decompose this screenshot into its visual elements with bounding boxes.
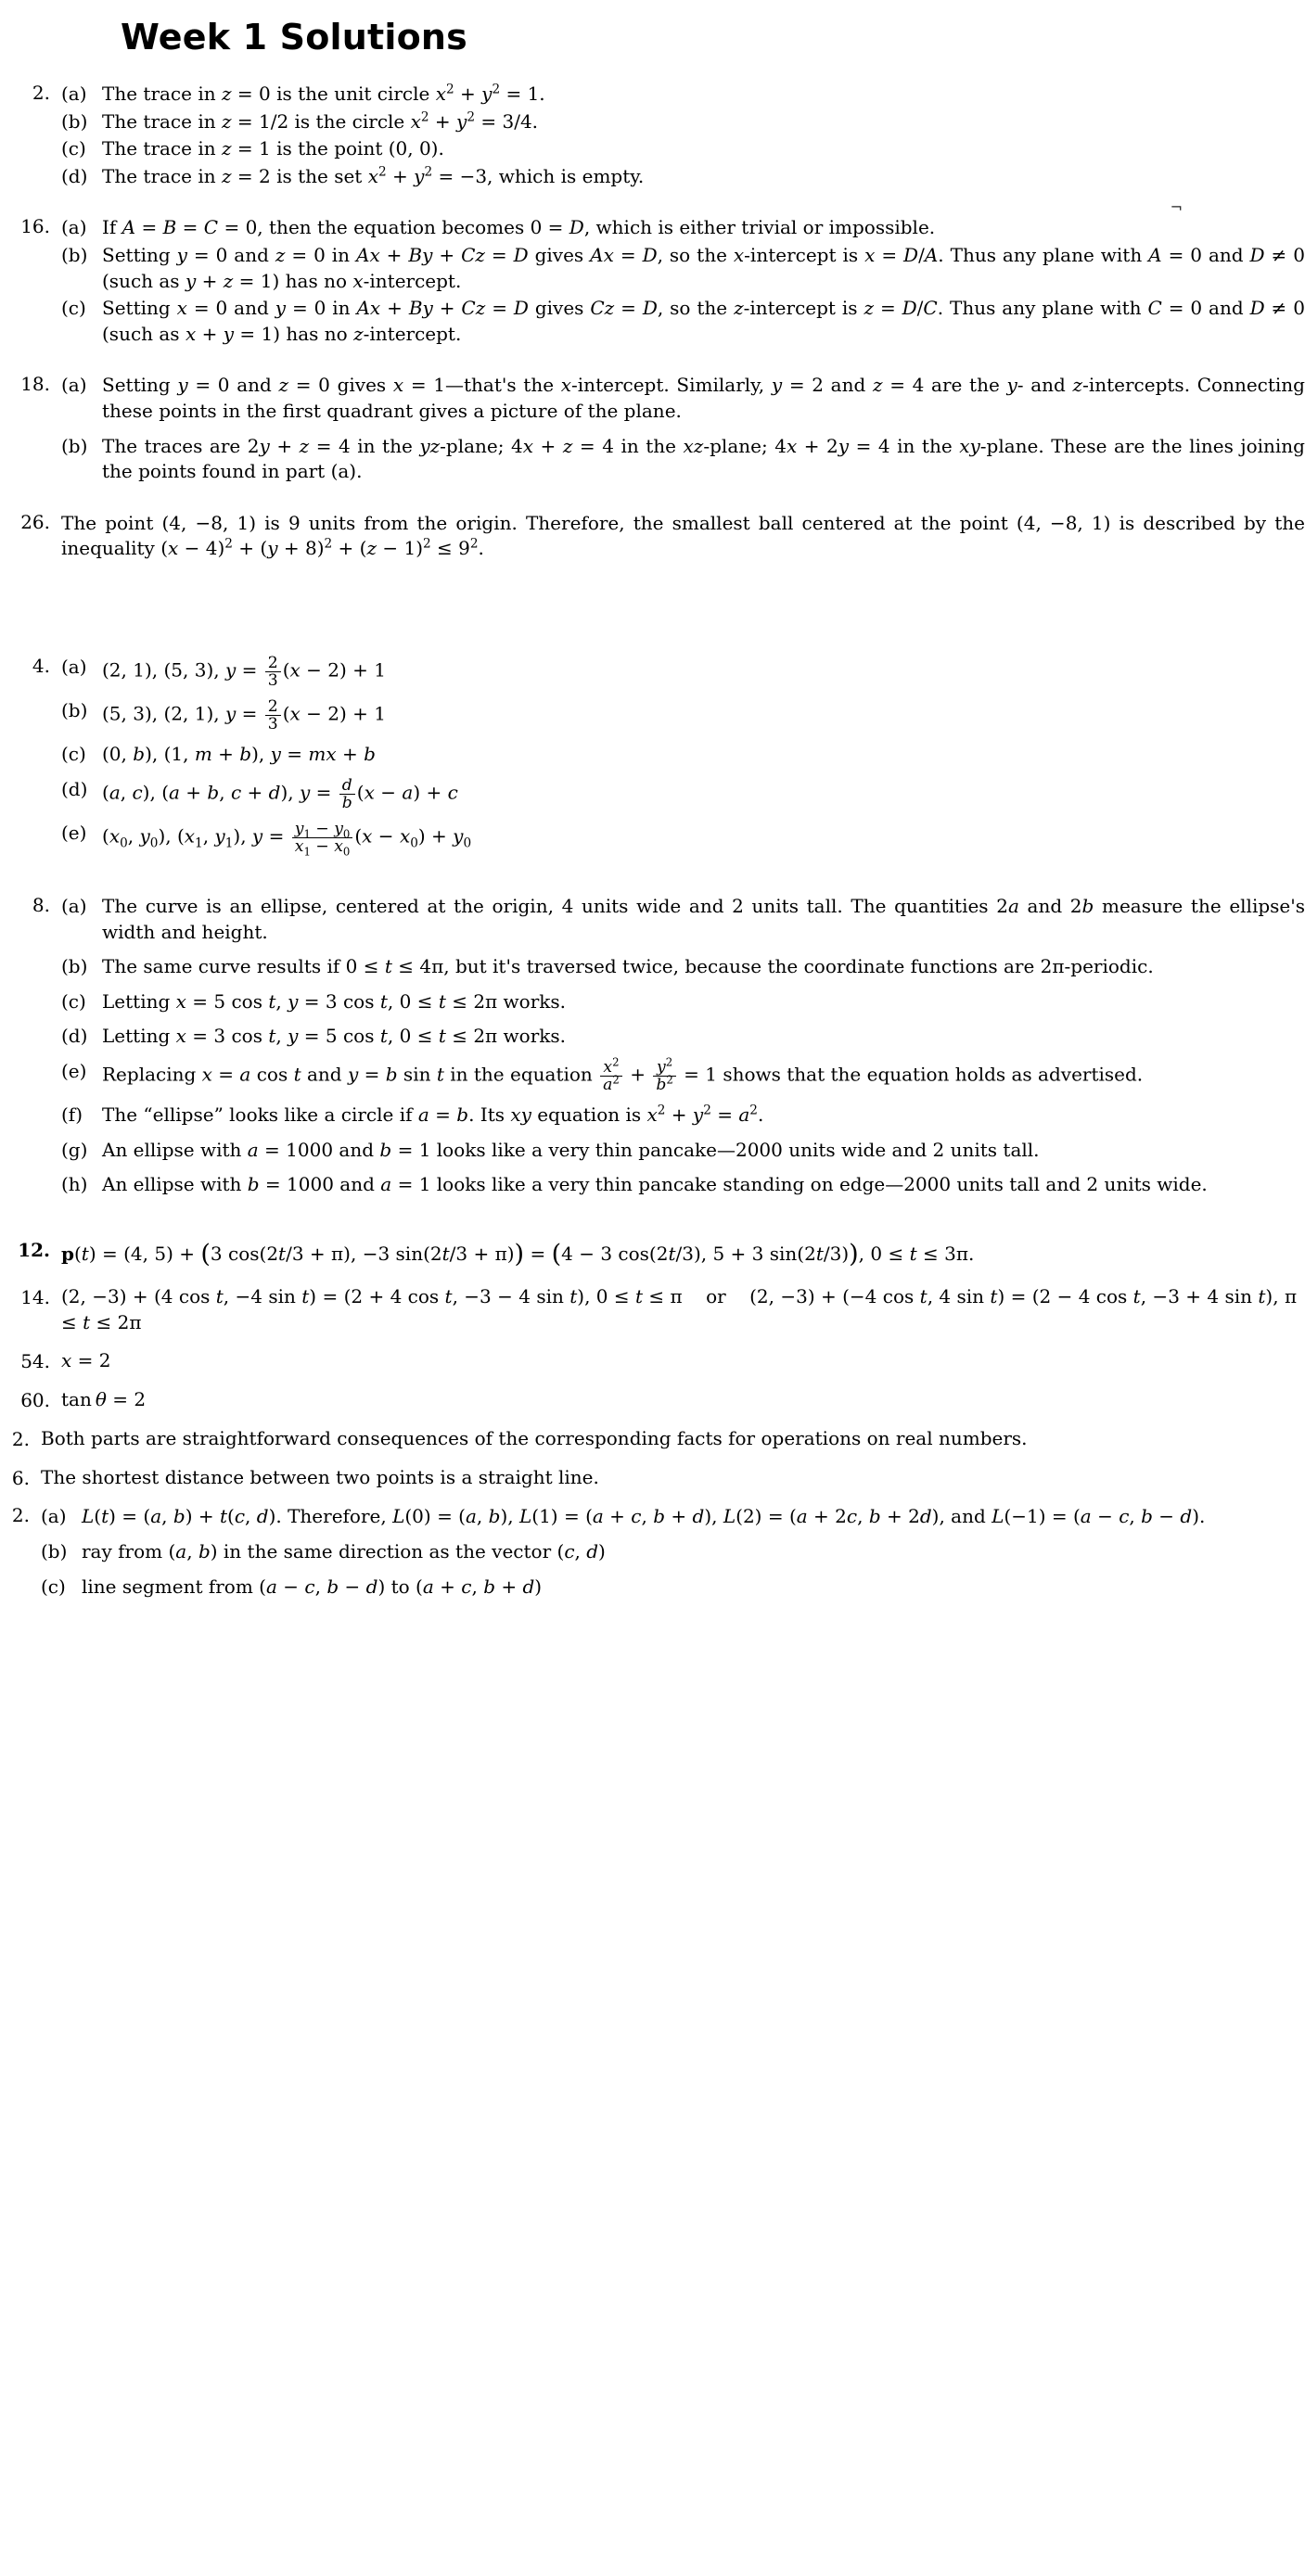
problem-12-parametrization [0,1237,1305,1271]
part-label: (a) [61,655,87,678]
problem-8-ellipse [0,894,1305,1200]
problem-part [61,1103,1305,1129]
part-label: (e) [61,821,87,844]
problem-54 [0,1348,1305,1374]
problem-part [61,894,1305,945]
part-label: (c) [61,137,86,160]
part-label: (b) [61,243,88,266]
problem-text: (2, −3) + (4 cos t, −4 sin t) = (2 + 4 cos t, −3 − 4 sin t), 0 ≤ t ≤ π or (2, −3) + (−4 cos t, 4 sin t) = (2 − 4 cos t, −3 + 4 sin t), π ≤ t ≤ 2π [61,1285,1298,1333]
part-text: Setting x = 0 and y = 0 in Ax + By + Cz = D gives Cz = D, so the z-intercept is z = D/C. Thus any plane with C = 0 and D ≠ 0 (such as x + y = 1) has no z-intercept. [102,297,1305,345]
part-label: (c) [61,989,86,1013]
problem-number: 14. [20,1286,50,1309]
part-label: (b) [61,699,88,722]
part-label: (d) [61,1025,88,1048]
part-text: The “ellipse” looks like a circle if a = b. Its xy equation is $x^2 + y^2 = a^2$. [102,1103,764,1127]
part-label: (d) [61,164,88,187]
part-text: The trace in z = 1/2 is the circle $x^2 + y^2 = 3/4$. [102,108,539,133]
problem-number: 54. [20,1350,50,1373]
problem-part [61,819,1305,859]
part-label: (b) [61,955,88,978]
problem-part [61,989,1305,1015]
part-label: (a) [61,83,87,105]
problem-part [61,1172,1305,1198]
part-label: (e) [61,1059,87,1082]
part-text: ray from (a, b) in the same direction as the vector (c, d) [82,1539,606,1562]
problem-part [61,1138,1305,1164]
problem-part [41,1539,1305,1565]
part-text: (2, 1), (5, 3), y = $\frac{2}{3}$ (x − 2) + 1 [102,653,386,690]
problem-number: 2. [11,1428,30,1451]
problem-number: 2. [32,82,50,104]
problem-number: 2. [11,1504,30,1527]
part-text: line segment from (a − c, b − d) to (a + c, b + d) [82,1575,543,1598]
document-page [0,17,1305,2576]
problem-part [41,1504,1305,1530]
problem-part [61,434,1305,485]
part-label: (c) [61,743,86,766]
problem-part [61,1055,1305,1095]
problem-2-line-function [0,1504,1305,1601]
part-text: An ellipse with a = 1000 and b = 1 looks like a very thin pancake—2000 units wide and 2 units tall. [102,1138,1040,1161]
problem-text: x = 2 [61,1349,111,1372]
problem-part [61,655,1305,689]
problem-part [61,777,1305,811]
part-label: (a) [61,374,87,397]
problem-part [61,742,1305,768]
problem-2-vector-ops [0,1426,1305,1452]
problem-18-intercepts [0,373,1305,486]
part-text: The trace in z = 0 is the unit circle $x^2 + y^2 = 1$. [102,82,545,105]
problem-number: 18. [20,373,50,396]
part-text: If A = B = C = 0, then the equation becomes 0 = D, which is either trivial or impossible. [102,216,936,239]
problem-part [61,954,1305,980]
part-text: The trace in z = 1 is the point (0, 0). [102,137,444,160]
problem-number: 12. [18,1238,50,1261]
part-label: (a) [61,895,87,917]
problem-part [61,373,1305,424]
problem-60 [0,1387,1305,1413]
problem-text: The point (4, −8, 1) is 9 units from the origin. Therefore, the smallest ball centered at the point (4, −8, 1) is described by the inequality $(x - 4)^2 + (y + 8)^2 + (z - 1)^2 \le 9^2$. [61,511,1305,560]
part-text: The curve is an ellipse, centered at the origin, 4 units wide and 2 units tall. The quantities 2a and 2b measure the ellipse's width and height. [102,895,1305,943]
part-label: (b) [61,434,88,457]
part-text: (0, b), (1, m + b), y = mx + b [102,743,376,766]
problem-number: 26. [20,510,50,533]
problem-16-planes [0,215,1305,349]
part-text: The traces are 2y + z = 4 in the yz-plane; 4x + z = 4 in the xz-plane; 4x + 2y = 4 in the xy-plane. These are the lines joining the points found in part (a). [102,434,1305,483]
problem-text: The shortest distance between two points is a straight line. [41,1466,599,1489]
problem-number: 4. [32,654,50,677]
part-text: L(t) = (a, b) + t(c, d). Therefore, L(0) = (a, b), L(1) = (a + c, b + d), L(2) = (a + 2c, b + 2d), and L(−1) = (a − c, b − d). [82,1505,1206,1528]
problem-part [61,82,1305,108]
problem-part [61,164,1305,190]
problem-26-ball [0,511,1305,562]
part-text: Letting x = 5 cos t, y = 3 cos t, 0 ≤ t ≤ 2π works. [102,989,567,1013]
part-text: An ellipse with b = 1000 and a = 1 looks like a very thin pancake standing on edge—2000 units tall and 2 units wide. [102,1173,1208,1196]
problem-part [61,136,1305,162]
part-label: (d) [61,777,88,800]
problem-number: 60. [20,1389,50,1412]
problem-number: 8. [32,894,50,916]
part-text: The trace in z = 2 is the set $x^2 + y^2 = -3$, which is empty. [102,164,645,187]
margin-tick-mark: ¬ [1170,198,1183,216]
page-title: Week 1 Solutions [121,17,467,57]
problem-text: p(t) = (4, 5) + (3 cos(2t/3 + π), −3 sin(2t/3 + π)) = (4 − 3 cos(2t/3), 5 + 3 sin(2t/3)), 0 ≤ t ≤ 3π. [61,1239,975,1269]
part-text: Replacing x = a cos t and y = b sin t in the equation $\frac{x^2}{a^2}$ + $\frac{y^2}{b^2}$ = 1 shows that the equation holds as advertised. [102,1055,1144,1095]
part-label: (a) [41,1505,67,1528]
part-label: (f) [61,1103,83,1127]
part-text: Letting x = 3 cos t, y = 5 cos t, 0 ≤ t ≤ 2π works. [102,1025,567,1048]
part-label: (b) [61,109,88,133]
part-label: (a) [61,216,87,239]
part-label: (c) [61,297,86,320]
problem-14-parametrization [0,1284,1305,1335]
problem-4-lines [0,655,1305,857]
problem-number: 6. [11,1467,30,1490]
problem-2-traces [0,82,1305,191]
part-label: (b) [41,1539,68,1562]
problem-text: tan θ = 2 [61,1388,147,1411]
part-label: (c) [41,1575,66,1598]
part-text: (a, c), (a + b, c + d), y = $\frac{d}{b}$ (x − a) + c [102,775,458,812]
part-text: ($x_0$, $y_0$), ($x_1$, $y_1$), y = $\frac{y_1 - y_0}{x_1 - x_0}$ $(x - x_0) + y_0$ [102,819,472,859]
part-text: (5, 3), (2, 1), y = $\frac{2}{3}$ (x − 2) + 1 [102,697,386,734]
problem-number: 16. [20,215,50,238]
problem-part [61,215,1305,241]
problem-6-shortest-distance [0,1465,1305,1491]
part-text: Setting y = 0 and z = 0 in Ax + By + Cz = D gives Ax = D, so the x-intercept is x = D/A. Thus any plane with A = 0 and D ≠ 0 (such as y + z = 1) has no x-intercept. [102,243,1305,292]
part-label: (h) [61,1173,88,1196]
part-label: (g) [61,1138,88,1161]
part-text: The same curve results if 0 ≤ t ≤ 4π, but it's traversed twice, because the coordinate functions are 2π-periodic. [102,955,1154,978]
problem-text: Both parts are straightforward consequences of the corresponding facts for operations on real numbers. [41,1427,1028,1450]
part-text: Setting y = 0 and z = 0 gives x = 1—that's the x-intercept. Similarly, y = 2 and z = 4 are the y- and z-intercepts. Connecting these points in the first quadrant gives a picture of the plane. [102,374,1305,422]
problem-part [61,243,1305,294]
problem-part [61,109,1305,135]
problem-part [61,296,1305,347]
problem-part [41,1575,1305,1600]
problem-part [61,1024,1305,1050]
problem-part [61,698,1305,733]
